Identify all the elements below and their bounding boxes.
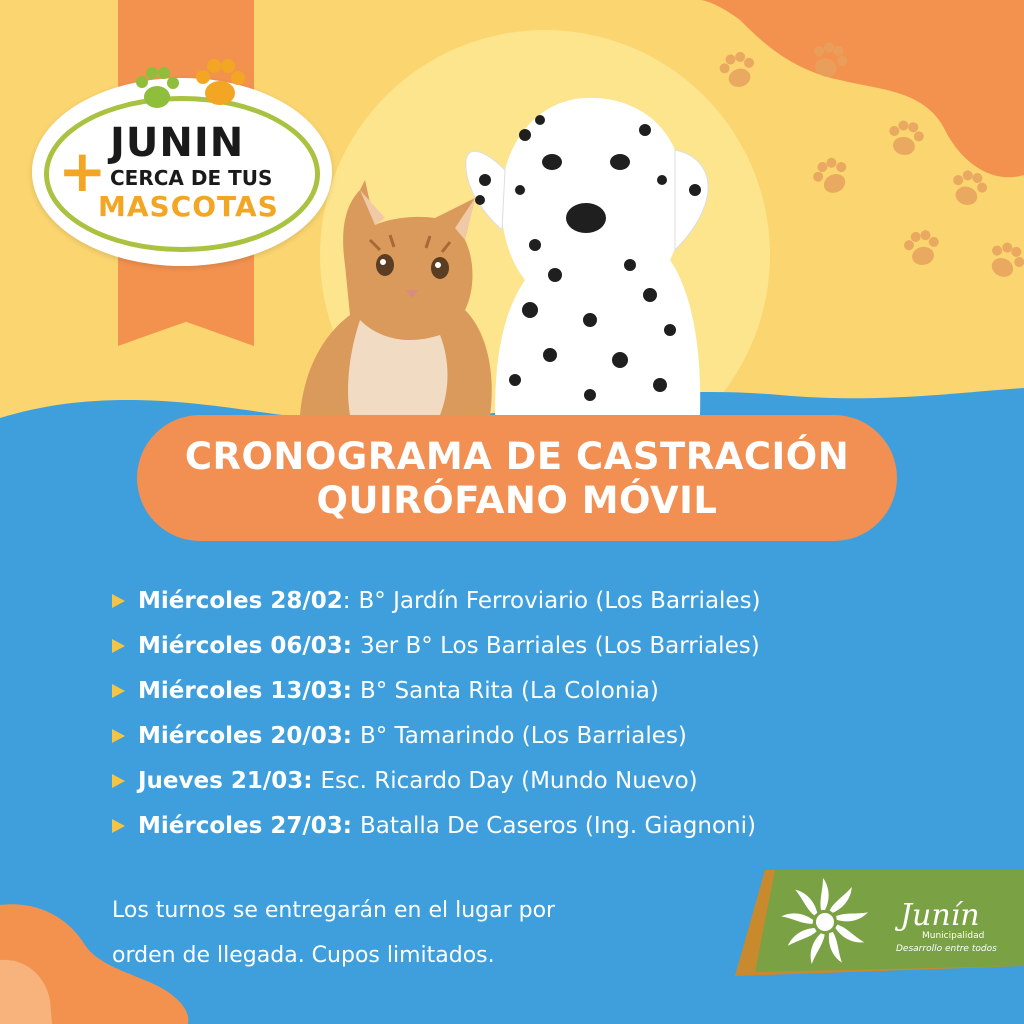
paw-print-icon xyxy=(886,118,926,158)
pets-illustration xyxy=(290,90,720,415)
triangle-bullet-icon xyxy=(112,684,125,698)
schedule-separator: : xyxy=(342,722,352,749)
municipality-name: Junín xyxy=(900,898,980,933)
plus-icon: + xyxy=(58,137,107,205)
schedule-place: B° Santa Rita (La Colonia) xyxy=(359,677,659,704)
paw-print-icon xyxy=(902,228,942,268)
paw-print-icon xyxy=(717,49,760,91)
schedule-day: Miércoles 28/02 xyxy=(138,587,343,614)
headline-line2: QUIRÓFANO MÓVIL xyxy=(316,479,718,522)
schedule-separator: : xyxy=(342,812,352,839)
paw-green-icon xyxy=(132,64,182,114)
triangle-bullet-icon xyxy=(112,639,125,653)
schedule-day: Miércoles 27/03 xyxy=(138,812,343,839)
list-item xyxy=(112,758,972,803)
list-item xyxy=(112,578,972,623)
municipality-motto: Desarrollo entre todos xyxy=(896,944,997,954)
schedule-place: B° Jardín Ferroviario (Los Barriales) xyxy=(358,587,761,614)
orange-blob-top-right xyxy=(700,0,1024,177)
note-line1: Los turnos se entregarán en el lugar por xyxy=(112,898,556,923)
triangle-bullet-icon xyxy=(112,729,125,743)
schedule-list xyxy=(112,578,972,848)
paw-print-icon xyxy=(948,167,991,209)
schedule-separator: : xyxy=(342,677,352,704)
schedule-day: Miércoles 20/03 xyxy=(138,722,343,749)
schedule-place: B° Tamarindo (Los Barriales) xyxy=(359,722,687,749)
triangle-bullet-icon xyxy=(112,774,125,788)
paw-orange-icon xyxy=(192,56,248,112)
logo-accent: MASCOTAS xyxy=(98,190,279,223)
schedule-separator: : xyxy=(342,632,352,659)
note-line2: orden de llegada. Cupos limitados. xyxy=(112,943,495,968)
dalmatian-puppy-image xyxy=(466,98,708,415)
headline-line1: CRONOGRAMA DE CASTRACIÓN xyxy=(184,435,850,478)
schedule-separator: : xyxy=(303,767,313,794)
list-item xyxy=(112,713,972,758)
municipality-logo-panel xyxy=(735,870,1024,976)
schedule-place: 3er B° Los Barriales (Los Barriales) xyxy=(359,632,760,659)
triangle-bullet-icon xyxy=(112,819,125,833)
paw-print-icon xyxy=(809,153,855,199)
note-text xyxy=(112,888,712,978)
schedule-day: Jueves 21/03 xyxy=(138,767,304,794)
paw-print-icon xyxy=(983,238,1024,284)
list-item xyxy=(112,803,972,848)
schedule-day: Miércoles 06/03 xyxy=(138,632,343,659)
logo-subtitle: CERCA DE TUS xyxy=(110,166,273,190)
schedule-place: Esc. Ricardo Day (Mundo Nuevo) xyxy=(320,767,698,794)
headline-pill xyxy=(137,415,897,541)
kitten-image xyxy=(300,180,492,415)
logo-title: JUNIN xyxy=(110,120,245,166)
list-item xyxy=(112,623,972,668)
triangle-bullet-icon xyxy=(112,594,125,608)
list-item xyxy=(112,668,972,713)
municipality-type: Municipalidad xyxy=(922,931,985,941)
schedule-place: Batalla De Caseros (Ing. Giagnoni) xyxy=(359,812,756,839)
schedule-separator: : xyxy=(342,587,351,614)
schedule-day: Miércoles 13/03 xyxy=(138,677,343,704)
